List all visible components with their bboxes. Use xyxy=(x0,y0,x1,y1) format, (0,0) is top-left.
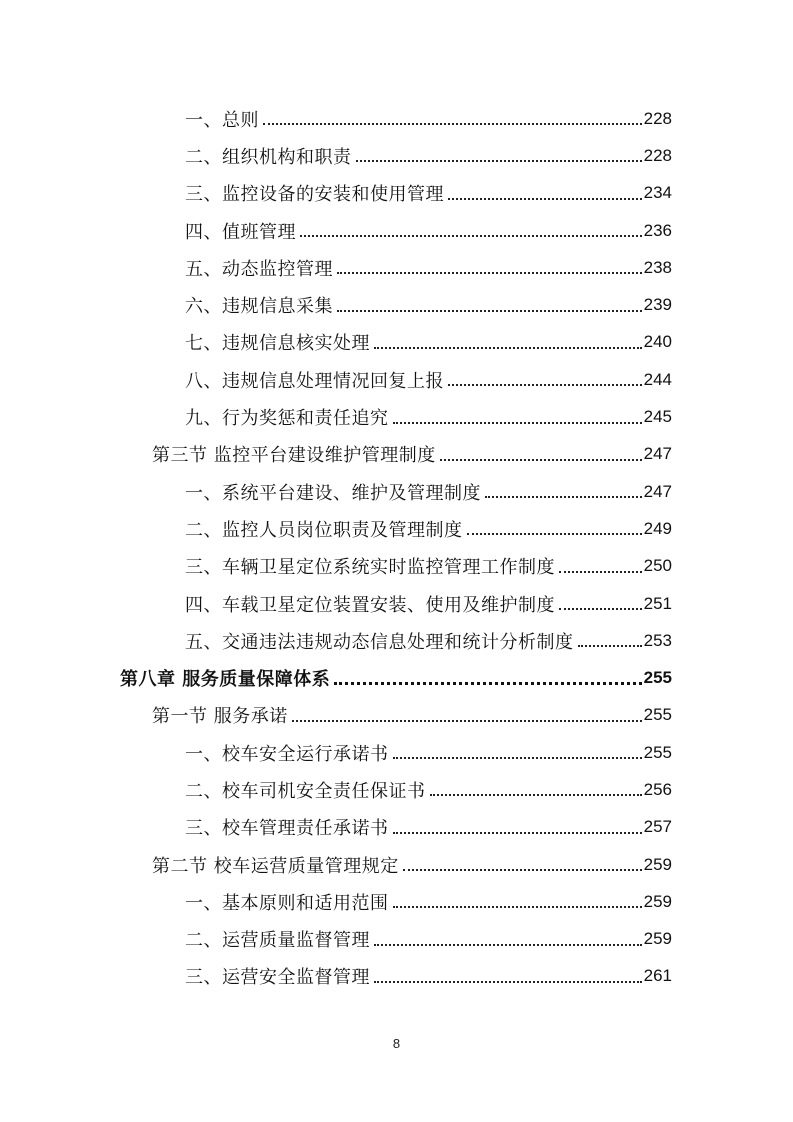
toc-entry-page-number: 228 xyxy=(643,145,672,165)
dot-leader xyxy=(393,905,642,908)
dot-leader xyxy=(448,383,642,386)
toc-item-entry[interactable] xyxy=(0,771,793,808)
toc-entry-title: 二、监控人员岗位职责及管理制度 xyxy=(185,519,463,541)
toc-entry-page-number: 240 xyxy=(643,332,672,352)
dot-leader xyxy=(393,421,642,424)
toc-entry-page-number: 259 xyxy=(643,929,672,949)
toc-entry-title: 一、基本原则和适用范围 xyxy=(185,892,389,914)
dot-leader xyxy=(430,793,642,796)
toc-entry-page-number: 256 xyxy=(643,779,672,799)
toc-item-entry[interactable] xyxy=(0,734,793,771)
table-of-contents xyxy=(0,100,793,995)
toc-entry-page-number: 251 xyxy=(643,593,672,613)
toc-entry-title: 六、违规信息采集 xyxy=(185,296,333,318)
dot-leader xyxy=(578,644,642,647)
dot-leader xyxy=(300,234,642,237)
toc-entry-title: 二、运营质量监督管理 xyxy=(185,930,370,952)
toc-entry-page-number: 228 xyxy=(643,108,672,128)
toc-entry-page-number: 259 xyxy=(643,854,672,874)
dot-leader xyxy=(393,831,642,834)
toc-entry-page-number: 255 xyxy=(643,668,672,688)
toc-entry-page-number: 245 xyxy=(643,407,672,427)
toc-entry-title: 三、车辆卫星定位系统实时监控管理工作制度 xyxy=(185,557,555,579)
toc-item-entry[interactable] xyxy=(0,921,793,958)
toc-entry-title: 第一节 服务承诺 xyxy=(152,706,288,728)
toc-item-entry[interactable] xyxy=(0,622,793,659)
toc-entry-title: 八、违规信息处理情况回复上报 xyxy=(185,370,444,392)
toc-entry-title: 三、运营安全监督管理 xyxy=(185,967,370,989)
toc-section-entry[interactable] xyxy=(0,436,793,473)
toc-item-entry[interactable] xyxy=(0,809,793,846)
toc-entry-page-number: 261 xyxy=(643,966,672,986)
dot-leader xyxy=(263,122,642,125)
dot-leader xyxy=(374,980,642,983)
dot-leader xyxy=(374,943,642,946)
toc-entry-title: 五、交通违法违规动态信息处理和统计分析制度 xyxy=(185,631,574,653)
toc-entry-page-number: 255 xyxy=(643,705,672,725)
toc-entry-page-number: 234 xyxy=(643,183,672,203)
dot-leader xyxy=(334,681,641,685)
dot-leader xyxy=(292,719,642,722)
toc-item-entry[interactable] xyxy=(0,249,793,286)
dot-leader xyxy=(467,532,642,535)
toc-entry-title: 四、值班管理 xyxy=(185,221,296,243)
toc-entry-page-number: 238 xyxy=(643,257,672,277)
toc-section-entry[interactable] xyxy=(0,846,793,883)
toc-item-entry[interactable] xyxy=(0,510,793,547)
toc-item-entry[interactable] xyxy=(0,398,793,435)
toc-entry-title: 九、行为奖惩和责任追究 xyxy=(185,408,389,430)
toc-item-entry[interactable] xyxy=(0,548,793,585)
toc-entry-page-number: 244 xyxy=(643,369,672,389)
toc-entry-title: 第二节 校车运营质量管理规定 xyxy=(152,855,399,877)
toc-item-entry[interactable] xyxy=(0,473,793,510)
toc-chapter-entry[interactable] xyxy=(0,659,793,696)
toc-entry-page-number: 255 xyxy=(643,742,672,762)
toc-item-entry[interactable] xyxy=(0,100,793,137)
toc-entry-page-number: 239 xyxy=(643,295,672,315)
toc-entry-title: 一、系统平台建设、维护及管理制度 xyxy=(185,482,481,504)
dot-leader xyxy=(374,346,642,349)
toc-entry-title: 五、动态监控管理 xyxy=(185,258,333,280)
dot-leader xyxy=(337,309,642,312)
toc-section-entry[interactable] xyxy=(0,697,793,734)
toc-entry-title: 二、组织机构和职责 xyxy=(185,146,352,168)
toc-entry-page-number: 236 xyxy=(643,220,672,240)
toc-entry-title: 二、校车司机安全责任保证书 xyxy=(185,780,426,802)
dot-leader xyxy=(403,868,642,871)
dot-leader xyxy=(448,197,642,200)
page-number: 8 xyxy=(392,1036,401,1051)
toc-entry-page-number: 247 xyxy=(643,444,672,464)
toc-entry-title: 三、监控设备的安装和使用管理 xyxy=(185,184,444,206)
toc-entry-title: 七、违规信息核实处理 xyxy=(185,333,370,355)
toc-item-entry[interactable] xyxy=(0,958,793,995)
toc-entry-page-number: 249 xyxy=(643,518,672,538)
toc-entry-page-number: 250 xyxy=(643,556,672,576)
toc-entry-page-number: 253 xyxy=(643,630,672,650)
toc-item-entry[interactable] xyxy=(0,324,793,361)
dot-leader xyxy=(337,271,642,274)
toc-entry-title: 三、校车管理责任承诺书 xyxy=(185,818,389,840)
toc-entry-title: 四、车载卫星定位装置安装、使用及维护制度 xyxy=(185,594,555,616)
toc-item-entry[interactable] xyxy=(0,137,793,174)
toc-entry-page-number: 257 xyxy=(643,817,672,837)
toc-item-entry[interactable] xyxy=(0,175,793,212)
toc-entry-title: 第三节 监控平台建设维护管理制度 xyxy=(152,445,436,467)
dot-leader xyxy=(440,458,642,461)
toc-entry-title: 一、总则 xyxy=(185,109,259,131)
toc-entry-title: 一、校车安全运行承诺书 xyxy=(185,743,389,765)
dot-leader xyxy=(559,607,642,610)
toc-entry-title: 第八章 服务质量保障体系 xyxy=(120,669,331,691)
dot-leader xyxy=(393,756,642,759)
toc-item-entry[interactable] xyxy=(0,883,793,920)
dot-leader xyxy=(356,159,642,162)
toc-item-entry[interactable] xyxy=(0,212,793,249)
dot-leader xyxy=(559,570,642,573)
toc-entry-page-number: 247 xyxy=(643,481,672,501)
dot-leader xyxy=(485,495,642,498)
toc-item-entry[interactable] xyxy=(0,585,793,622)
toc-item-entry[interactable] xyxy=(0,286,793,323)
toc-item-entry[interactable] xyxy=(0,361,793,398)
toc-entry-page-number: 259 xyxy=(643,891,672,911)
